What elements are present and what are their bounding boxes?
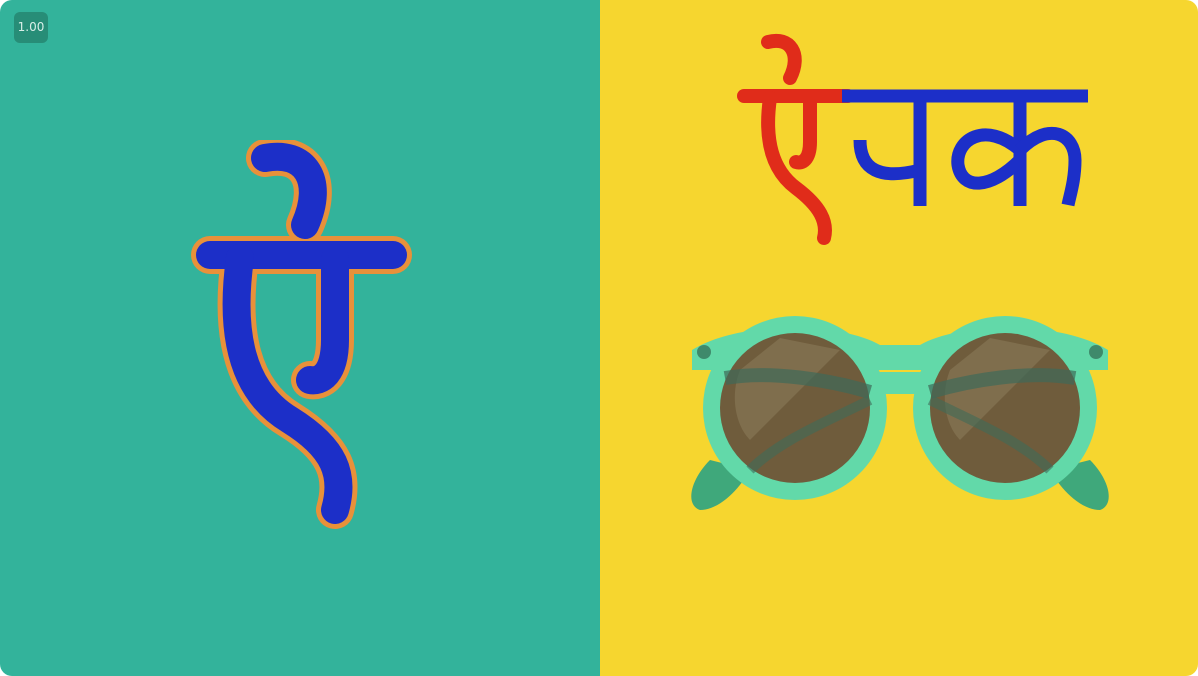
word-letters-nak [842, 96, 1088, 206]
word-letter-ai [744, 41, 848, 238]
hindi-letter-ai-glyph [185, 140, 415, 530]
zoom-level-badge[interactable]: 1.00 [14, 12, 48, 43]
letter-fill [210, 157, 393, 510]
letter-text [0, 0, 1, 1]
sunglasses-icon [680, 310, 1120, 530]
right-hinge-dot [1089, 345, 1103, 359]
hindi-word-ainak [730, 30, 1100, 255]
left-hinge-dot [697, 345, 711, 359]
bridge [875, 372, 925, 394]
